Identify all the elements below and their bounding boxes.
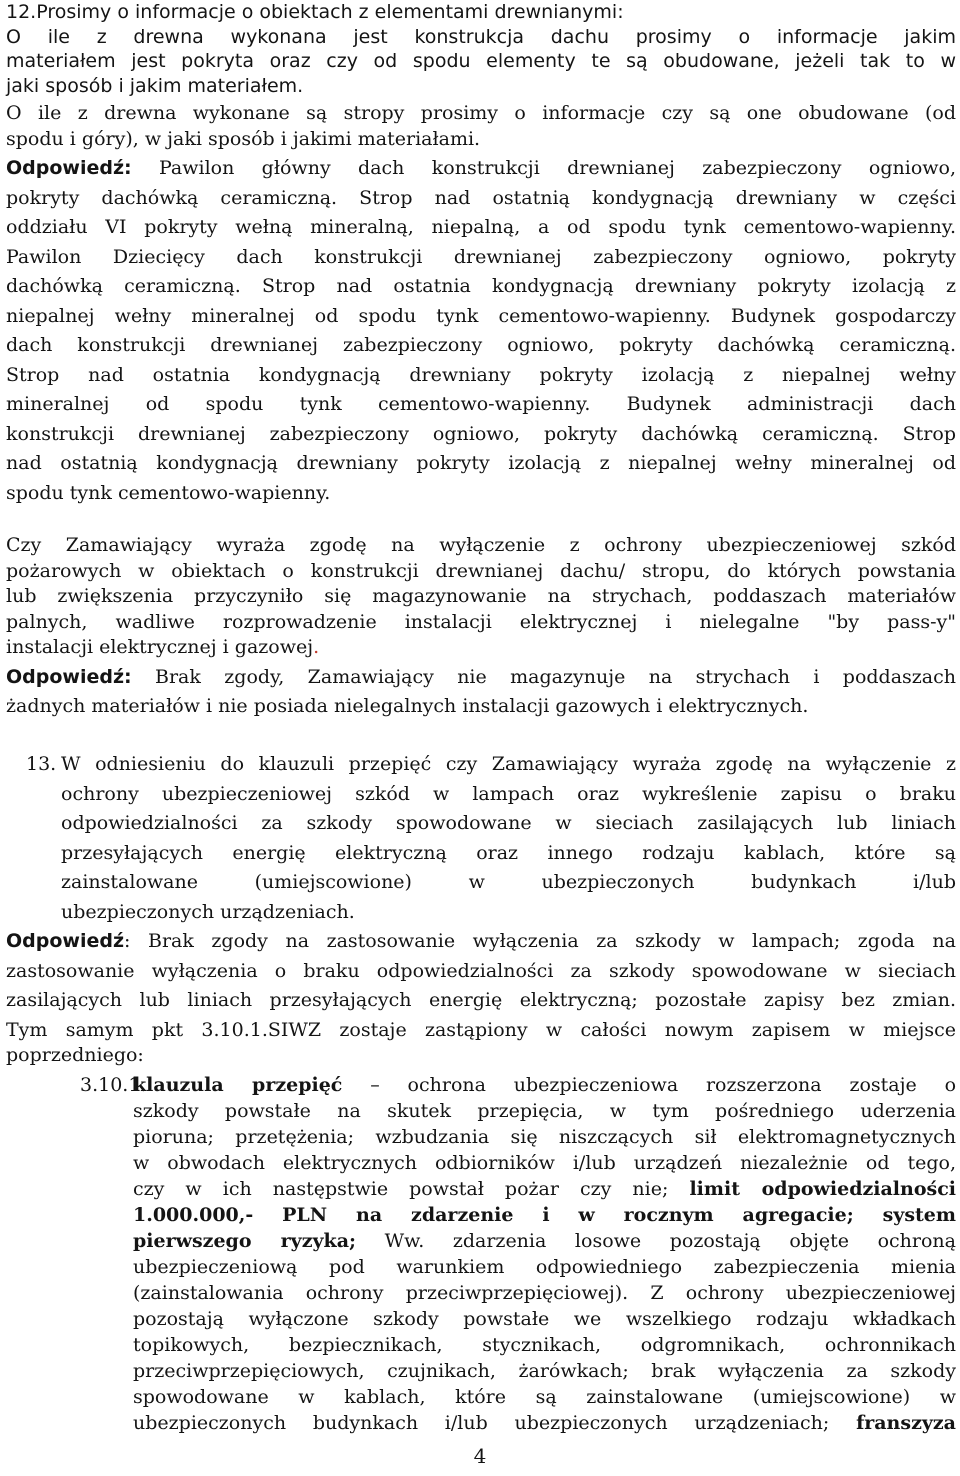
answer-label: Odpowiedź: xyxy=(6,157,132,179)
question-line xyxy=(6,632,956,662)
q12-line: jaki sposób i jakim materiałem. xyxy=(6,75,304,97)
answer2-text: Brak zgody, Zamawiający nie magazynuje na strychach i poddaszach xyxy=(131,666,956,688)
clause-line: topikowych, bezpiecznikach, stycznikach, odgromnikach, ochronnikach xyxy=(133,1334,956,1356)
clause-text: czy w ich następstwie powstał pożar czy nie; xyxy=(133,1178,690,1200)
q13-number: 13. xyxy=(26,753,57,775)
question-line: lub zwiększenia przyczyniło się magazynowanie na strychach, poddaszach materiałów xyxy=(6,585,956,607)
q12-line: O ile z drewna wykonana jest konstrukcja dachu prosimy o informacje jakim xyxy=(6,26,956,48)
clause-limit: limit odpowiedzialności xyxy=(689,1178,956,1200)
q12-number: 12. xyxy=(6,1,37,23)
question-line: Czy Zamawiający wyraża zgodę na wyłączenie z ochrony ubezpieczeniowej szkód xyxy=(6,534,956,556)
clause-line xyxy=(133,1408,956,1438)
answer-line: dachówką ceramiczną. Strop nad ostatnia kondygnacją drewniany pokryty izolacją z xyxy=(6,275,956,297)
question-line: palnych, wadliwe rozprowadzenie instalacji elektrycznej i nielegalne "by pass-y" xyxy=(6,611,956,633)
answer-line: Strop nad ostatnia kondygnacją drewniany pokryty izolacją z niepalnej wełny xyxy=(6,364,956,386)
answer-line: nad ostatnią kondygnacją drewniany pokryty izolacją z niepalnej wełny mineralnej od xyxy=(6,452,956,474)
answer-line: konstrukcji drewnianej zabezpieczony ogniowo, pokryty dachówką ceramiczną. Strop xyxy=(6,423,956,445)
q13-answer-line: zastosowanie wyłączenia o braku odpowiedzialności za szkody spowodowane w sieciach xyxy=(6,960,956,982)
q13-answer-text: : Brak zgody na zastosowanie wyłączenia za szkody w lampach; zgoda na xyxy=(124,930,956,952)
q12-heading: Prosimy o informacje o obiektach z elementami drewnianymi: xyxy=(36,1,624,23)
clause-line: ubezpieczeniową pod warunkiem odpowiedniego zabezpieczenia mienia xyxy=(133,1256,956,1278)
q12-line: spodu i góry), w jaki sposób i jakimi materiałami. xyxy=(6,128,481,150)
q12-line: materiałem jest pokryta oraz czy od spodu elementy te są obudowane, jeżeli tak to w xyxy=(6,50,956,72)
answer-line: Pawilon Dziecięcy dach konstrukcji drewnianej zabezpieczony ogniowo, pokryty xyxy=(6,246,956,268)
q13-line: W odniesieniu do klauzuli przepięć czy Zamawiający wyraża zgodę na wyłączenie z xyxy=(61,753,956,775)
clause-line: w obwodach elektrycznych odbiorników i/lub urządzeń niezależnie od tego, xyxy=(133,1152,956,1174)
question-dot: . xyxy=(313,636,320,658)
answer-line xyxy=(6,153,956,183)
clause-text: ubezpieczonych budynkach i/lub ubezpieczonych urządzeniach; xyxy=(133,1412,857,1434)
answer-line: mineralnej od spodu tynk cementowo-wapienny. Budynek administracji dach xyxy=(6,393,956,415)
answer-line: oddziału VI pokryty wełną mineralną, niepalną, a od spodu tynk cementowo-wapienny. xyxy=(6,216,956,238)
answer-text: Pawilon główny dach konstrukcji drewnianej zabezpieczony ogniowo, xyxy=(131,157,956,179)
q13-line: ubezpieczonych urządzeniach. xyxy=(61,901,355,923)
answer2-line: żadnych materiałów i nie posiada nielegalnych instalacji gazowych i elektrycznych. xyxy=(6,695,809,717)
clause-limit-line: 1.000.000,- PLN na zdarzenie i w rocznym agregacie; system xyxy=(133,1204,956,1226)
clause-text: Ww. zdarzenia losowe pozostają objęte ochroną xyxy=(356,1230,956,1252)
clause-line: szkody powstałe na skutek przepięcia, w tym pośredniego uderzenia xyxy=(133,1100,956,1122)
q13-answer-label: Odpowiedź xyxy=(6,930,125,952)
clause-line: (zainstalowania ochrony przeciwprzepięciowej). Z ochrony ubezpieczeniowej xyxy=(133,1282,956,1304)
clause-text: – ochrona ubezpieczeniowa rozszerzona zostaje o xyxy=(342,1074,957,1096)
q13-line: odpowiedzialności za szkody spowodowane w sieciach zasilających lub liniach xyxy=(61,812,956,834)
answer2-label: Odpowiedź: xyxy=(6,666,132,688)
clause-title: klauzula przepięć xyxy=(133,1074,343,1096)
clause-franszyza: franszyza xyxy=(856,1412,956,1434)
q12-line: O ile z drewna wykonane są stropy prosimy o informacje czy są one obudowane (od xyxy=(6,102,956,124)
clause-number: 3.10.1. xyxy=(80,1074,147,1096)
answer-line: spodu tynk cementowo-wapienny. xyxy=(6,482,331,504)
clause-limit: pierwszego ryzyka; xyxy=(133,1230,357,1252)
question-text: instalacji elektrycznej i gazowej xyxy=(6,636,314,658)
q13-answer-line: zasilających lub liniach przesyłających energię elektryczną; pozostałe zapisy bez zmian. xyxy=(6,989,956,1011)
q13-line: przesyłających energię elektryczną oraz innego rodzaju kablach, które są xyxy=(61,842,956,864)
q13-line: zainstalowane (umiejscowione) w ubezpieczonych budynkach i/lub xyxy=(61,871,956,893)
question-line: pożarowych w obiektach o konstrukcji drewnianej dachu/ stropu, do których powstania xyxy=(6,560,956,582)
clause-line: spowodowane w kablach, które są zainstalowane (umiejscowione) w xyxy=(133,1386,956,1408)
q13-line: ochrony ubezpieczeniowej szkód w lampach oraz wykreślenie zapisu o braku xyxy=(61,783,956,805)
clause-line: pozostają wyłączone szkody powstałe we wszelkiego rodzaju wkładkach xyxy=(133,1308,956,1330)
answer-line: pokryty dachówką ceramiczną. Strop nad ostatnią kondygnacją drewniany w części xyxy=(6,187,956,209)
clause-line: przeciwprzepięciowych, czujnikach, żarówkach; brak wyłączenia za szkody xyxy=(133,1360,956,1382)
clause-line: pioruna; przetężenia; wzbudzania się niszczących sił elektromagnetycznych xyxy=(133,1126,956,1148)
answer-line: niepalnej wełny mineralnej od spodu tynk cementowo-wapienny. Budynek gospodarczy xyxy=(6,305,956,327)
q13-answer-line: Tym samym pkt 3.10.1.SIWZ zostaje zastąpiony w całości nowym zapisem w miejsce xyxy=(6,1019,956,1041)
page-number: 4 xyxy=(473,1444,487,1468)
answer2-line xyxy=(6,662,956,692)
answer-line: dach konstrukcji drewnianej zabezpieczony ogniowo, pokryty dachówką ceramiczną. xyxy=(6,334,956,356)
q13-answer-line xyxy=(6,926,956,956)
q13-answer-line: poprzedniego: xyxy=(6,1044,144,1066)
